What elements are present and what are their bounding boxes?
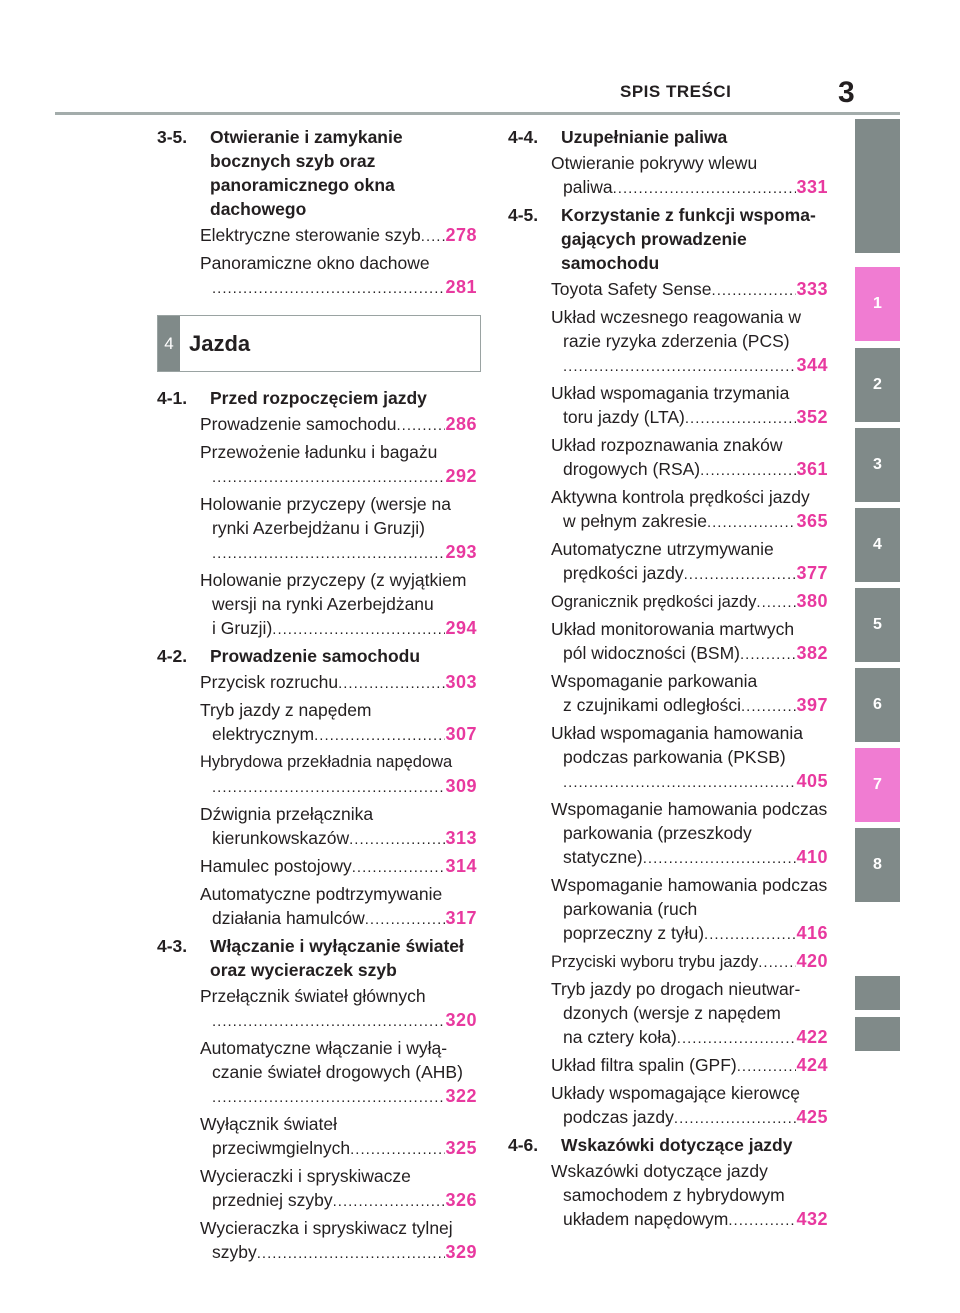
entry-text: Przełącznik świateł głównych: [200, 986, 426, 1006]
page-ref[interactable]: 382: [796, 643, 828, 663]
page-ref[interactable]: 333: [796, 279, 828, 299]
entry-text: Toyota Safety Sense: [551, 279, 712, 299]
entry-text: Panoramiczne okno dachowe: [200, 253, 430, 273]
page-ref[interactable]: 317: [445, 908, 477, 928]
section-number: 4-3.: [157, 936, 188, 956]
section-number: 4-5.: [508, 205, 539, 225]
entry-text: Układy wspomagające kierowcę: [551, 1083, 800, 1103]
entry-text: Ogranicznik prędkości jazdy: [551, 593, 757, 611]
section-number: 4-1.: [157, 388, 188, 408]
page-ref[interactable]: 425: [796, 1107, 828, 1127]
toc-entry[interactable]: [157, 984, 477, 1034]
page-number: 3: [838, 76, 855, 109]
entry-text: Wycieraczki i spryskiwacze: [200, 1166, 411, 1186]
toc-entry[interactable]: [157, 1164, 477, 1214]
entry-text-end: podczas jazdy: [563, 1107, 674, 1127]
entry-text: Układ wczesnego reagowania w razie ryzyka zderzenia (PCS): [551, 307, 801, 351]
toc-entry[interactable]: [157, 670, 477, 696]
page-ref[interactable]: 352: [796, 407, 828, 427]
chapter-tab-index-b[interactable]: [855, 1017, 900, 1051]
toc-entry[interactable]: [157, 492, 477, 566]
toc-entry[interactable]: [508, 1053, 828, 1079]
page-ref[interactable]: 303: [445, 672, 477, 692]
page-ref[interactable]: 405: [796, 771, 828, 791]
page-ref[interactable]: 292: [445, 466, 477, 486]
entry-text: Przycisk rozruchu: [200, 672, 339, 692]
entry-text-end: pól widoczności (BSM): [563, 643, 740, 663]
running-header-title: SPIS TREŚCI: [620, 82, 732, 101]
entry-text: Elektryczne sterowanie szyb: [200, 225, 421, 245]
page-ref[interactable]: 344: [796, 355, 828, 375]
entry-text: Aktywna kontrola prędkości jazdy: [551, 487, 810, 507]
toc-entry[interactable]: [157, 568, 477, 642]
toc-entry[interactable]: [508, 589, 828, 615]
entry-text-end: paliwa: [563, 177, 613, 197]
entry-text: Otwieranie pokrywy wlewu: [551, 153, 758, 173]
toc-entry[interactable]: [157, 802, 477, 852]
toc-section[interactable]: [508, 1133, 828, 1157]
entry-text: Układ filtra spalin (GPF): [551, 1055, 737, 1075]
page-ref[interactable]: 278: [445, 225, 477, 245]
chapter-tab-3[interactable]: 3: [855, 428, 900, 502]
entry-text-end: z czujnikami odległości: [563, 695, 741, 715]
entry-text-end: statyczne): [563, 847, 643, 867]
chapter-tab-2[interactable]: 2: [855, 348, 900, 422]
header-divider: [55, 112, 900, 115]
page-ref[interactable]: 326: [445, 1190, 477, 1210]
entry-text: Wspomaganie parkowania: [551, 671, 758, 691]
entry-text: Hamulec postojowy: [200, 856, 352, 876]
section-number: 4-6.: [508, 1135, 539, 1155]
page-ref[interactable]: 380: [796, 591, 828, 611]
entry-text: Wspomaganie hamowania podczas parkowania (ruch: [551, 875, 828, 919]
entry-text: Przewożenie ładunku i bagażu: [200, 442, 438, 462]
section-title: Przed rozpoczęciem jazdy: [210, 388, 427, 408]
entry-text: Wskazówki dotyczące jazdy samochodem z hybrydowym: [551, 1161, 785, 1205]
page-ref[interactable]: 325: [445, 1138, 477, 1158]
entry-text-end: toru jazdy (LTA): [563, 407, 685, 427]
page-ref[interactable]: 331: [796, 177, 828, 197]
section-number: 4-4.: [508, 127, 539, 147]
entry-text: Wycieraczka i spryskiwacz tylnej: [200, 1218, 453, 1238]
page-ref[interactable]: 329: [445, 1242, 477, 1262]
chapter-number-tab: 4: [158, 316, 180, 371]
toc-entry[interactable]: [508, 949, 828, 975]
toc-entry[interactable]: [508, 721, 828, 795]
toc-entry[interactable]: [508, 977, 828, 1051]
page-ref[interactable]: 424: [796, 1055, 828, 1075]
chapter-tab-1[interactable]: 1: [855, 267, 900, 341]
toc-entry[interactable]: [157, 251, 477, 301]
page-ref[interactable]: 313: [445, 828, 477, 848]
toc-entry[interactable]: [157, 1216, 477, 1266]
entry-text: Układ wspomagania trzymania: [551, 383, 790, 403]
entry-text: Przyciski wyboru trybu jazdy: [551, 953, 759, 971]
toc-entry[interactable]: [508, 381, 828, 431]
toc-entry[interactable]: [508, 797, 828, 871]
entry-text: Dźwignia przełącznika: [200, 804, 374, 824]
entry-text-end: poprzeczny z tyłu): [563, 923, 705, 943]
toc-entry[interactable]: [508, 305, 828, 379]
entry-text: Tryb jazdy z napędem: [200, 700, 372, 720]
chapter-tab-7[interactable]: 7: [855, 748, 900, 822]
chapter-tab-6[interactable]: 6: [855, 668, 900, 742]
toc-entry[interactable]: [157, 412, 477, 438]
toc-entry[interactable]: [157, 1036, 477, 1110]
toc-right-column: [508, 125, 828, 1235]
page-ref[interactable]: 281: [445, 277, 477, 297]
entry-text-end: przedniej szyby: [212, 1190, 333, 1210]
page-ref[interactable]: 309: [445, 776, 477, 796]
toc-entry[interactable]: [508, 873, 828, 947]
page-ref[interactable]: 365: [796, 511, 828, 531]
toc-entry[interactable]: [157, 882, 477, 932]
page-ref[interactable]: 416: [796, 923, 828, 943]
entry-text-end: kierunkowskazów: [212, 828, 350, 848]
toc-entry[interactable]: [157, 750, 477, 800]
toc-entry[interactable]: [157, 854, 477, 880]
entry-text: Automatyczne włączanie i wyłą- czanie świateł drogowych (AHB): [200, 1038, 463, 1082]
toc-section[interactable]: [157, 386, 477, 410]
toc-entry[interactable]: [508, 1081, 828, 1131]
entry-text: Hybrydowa przekładnia napędowa: [200, 753, 453, 771]
page-ref[interactable]: 320: [445, 1010, 477, 1030]
toc-entry[interactable]: [157, 440, 477, 490]
page-ref[interactable]: 420: [796, 951, 828, 971]
entry-text-end: szyby: [212, 1242, 257, 1262]
section-title: Korzystanie z funkcji wspoma- gających prowadzenie samochodu: [561, 205, 816, 273]
chapter-tab-index-top[interactable]: [855, 119, 900, 253]
page-ref[interactable]: 432: [796, 1209, 828, 1229]
toc-section[interactable]: [157, 644, 477, 668]
page-ref[interactable]: 361: [796, 459, 828, 479]
entry-text: Układ rozpoznawania znaków: [551, 435, 783, 455]
page-ref[interactable]: 397: [796, 695, 828, 715]
toc-entry[interactable]: [508, 485, 828, 535]
chapter-tab-4[interactable]: 4: [855, 508, 900, 582]
entry-text: Holowanie przyczepy (wersje na rynki Azerbejdżanu i Gruzji): [200, 494, 451, 538]
page-ref[interactable]: 286: [445, 414, 477, 434]
entry-text: Prowadzenie samochodu: [200, 414, 397, 434]
toc-section[interactable]: [508, 125, 828, 149]
toc-entry[interactable]: [508, 277, 828, 303]
page-ref[interactable]: 422: [796, 1027, 828, 1047]
entry-text: Wyłącznik świateł: [200, 1114, 337, 1134]
entry-text: Układ wspomagania hamowania podczas parkowania (PKSB): [551, 723, 803, 767]
entry-text-end: i Gruzji): [212, 618, 273, 638]
section-number: 3-5.: [157, 127, 188, 147]
entry-text-end: elektrycznym: [212, 724, 315, 744]
page-ref[interactable]: 322: [445, 1086, 477, 1106]
section-title: Wskazówki dotyczące jazdy: [561, 1135, 793, 1155]
section-title: Włączanie i wyłączanie świateł oraz wycieraczek szyb: [210, 936, 464, 980]
section-title: Uzupełnianie paliwa: [561, 127, 728, 147]
entry-text-end: prędkości jazdy: [563, 563, 684, 583]
entry-text-end: działania hamulców: [212, 908, 365, 928]
toc-entry[interactable]: [508, 669, 828, 719]
toc-left-column: [157, 125, 477, 1268]
toc-entry[interactable]: [508, 1159, 828, 1233]
entry-text-end: przeciwmgielnych: [212, 1138, 351, 1158]
toc-entry[interactable]: [508, 537, 828, 587]
section-number: 4-2.: [157, 646, 188, 666]
toc-entry[interactable]: [157, 698, 477, 748]
entry-text: Układ monitorowania martwych: [551, 619, 795, 639]
page-ref[interactable]: 293: [445, 542, 477, 562]
section-title: Prowadzenie samochodu: [210, 646, 421, 666]
page-ref[interactable]: 294: [445, 618, 477, 638]
entry-text: Automatyczne podtrzymywanie: [200, 884, 443, 904]
entry-text-end: układem napędowym: [563, 1209, 729, 1229]
chapter-title: Jazda: [189, 330, 251, 356]
toc-entry[interactable]: [508, 617, 828, 667]
section-title: Otwieranie i zamykanie bocznych szyb oraz panoramicznego okna dachowego: [210, 127, 403, 219]
toc-section[interactable]: [508, 203, 828, 275]
entry-text: Wspomaganie hamowania podczas parkowania (przeszkody: [551, 799, 828, 843]
page-ref[interactable]: 410: [796, 847, 828, 867]
toc-entry[interactable]: [508, 151, 828, 201]
chapter-tab-index-a[interactable]: [855, 976, 900, 1010]
chapter-tab-8[interactable]: 8: [855, 828, 900, 902]
chapter-header: [157, 315, 481, 372]
toc-section[interactable]: [157, 125, 477, 221]
entry-text-end: na cztery koła): [563, 1027, 677, 1047]
entry-text-end: drogowych (RSA): [563, 459, 701, 479]
page-ref[interactable]: 314: [445, 856, 477, 876]
page-ref[interactable]: 377: [796, 563, 828, 583]
toc-section[interactable]: [157, 934, 477, 982]
chapter-tab-5[interactable]: 5: [855, 588, 900, 662]
entry-text: Holowanie przyczepy (z wyjątkiem wersji na rynki Azerbejdżanu: [200, 570, 467, 614]
entry-text-end: w pełnym zakresie: [563, 511, 707, 531]
toc-entry[interactable]: [508, 433, 828, 483]
entry-text: Automatyczne utrzymywanie: [551, 539, 774, 559]
toc-entry[interactable]: [157, 223, 477, 249]
page-ref[interactable]: 307: [445, 724, 477, 744]
entry-text: Tryb jazdy po drogach nieutwar- dzonych (wersje z napędem: [551, 979, 801, 1023]
toc-entry[interactable]: [157, 1112, 477, 1162]
